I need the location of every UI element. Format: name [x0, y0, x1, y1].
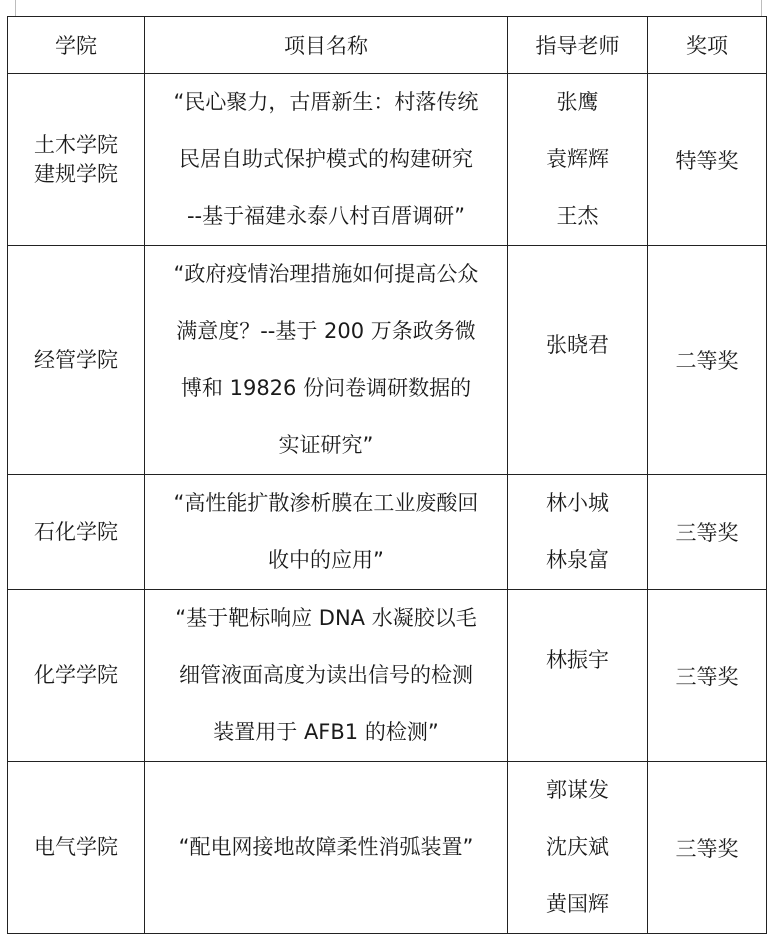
- table-row: [8, 590, 767, 762]
- award-cell: 三等奖: [648, 762, 767, 934]
- margin-tick-right: [761, 0, 762, 16]
- project-line: 装置用于 AFB1 的检测”: [213, 720, 439, 744]
- award-cell: 三等奖: [648, 475, 767, 590]
- teacher-name: 林振宇: [546, 648, 609, 672]
- project-line: 实证研究”: [278, 433, 374, 457]
- school-name: 土木学院: [34, 132, 118, 157]
- header-award: 奖项: [648, 17, 767, 74]
- award-cell: 特等奖: [648, 74, 767, 246]
- project-line: 博和 19826 份问卷调研数据的: [180, 376, 472, 400]
- table-header-row: [8, 17, 767, 74]
- table-row: [8, 246, 767, 475]
- school-cell: [8, 74, 145, 246]
- project-cell: [145, 590, 508, 762]
- project-line: “民心聚力，古厝新生：村落传统: [173, 90, 479, 114]
- school-cell: [8, 246, 145, 475]
- project-line: “高性能扩散渗析膜在工业废酸回: [173, 491, 479, 515]
- project-line: 民居自助式保护模式的构建研究: [179, 147, 473, 171]
- school-cell: [8, 475, 145, 590]
- header-school: 学院: [8, 17, 145, 74]
- header-teacher: 指导老师: [508, 17, 648, 74]
- teacher-cell: [508, 590, 648, 762]
- teacher-cell: [508, 74, 648, 246]
- project-line: 收中的应用”: [268, 548, 384, 572]
- project-line: “政府疫情治理措施如何提高公众: [173, 262, 479, 286]
- teacher-cell: [508, 246, 648, 475]
- school-name: 电气学院: [34, 835, 118, 859]
- project-line: “配电网接地故障柔性消弧装置”: [178, 835, 474, 859]
- page-margin-marks: [0, 0, 772, 16]
- teacher-name: 林泉富: [546, 548, 609, 572]
- teacher-cell: [508, 762, 648, 934]
- school-name: 建规学院: [34, 161, 118, 186]
- teacher-name: 林小城: [546, 491, 609, 515]
- margin-tick-left: [15, 0, 16, 16]
- awards-table: [7, 16, 767, 934]
- table-row: [8, 762, 767, 934]
- school-cell: [8, 590, 145, 762]
- school-name: 化学学院: [34, 663, 118, 687]
- project-line: 满意度？--基于 200 万条政务微: [176, 319, 476, 343]
- teacher-name: 郭谋发: [546, 778, 609, 802]
- school-name: 石化学院: [34, 519, 118, 544]
- teacher-name: 黄国辉: [546, 892, 609, 916]
- award-cell: 三等奖: [648, 590, 767, 762]
- project-cell: [145, 762, 508, 934]
- teacher-name: 张晓君: [546, 332, 609, 357]
- table-row: [8, 74, 767, 246]
- teacher-name: 张鹰: [556, 90, 599, 114]
- table-row: [8, 475, 767, 590]
- teacher-name: 沈庆斌: [546, 835, 609, 859]
- teacher-name: 王杰: [556, 204, 599, 228]
- project-cell: [145, 246, 508, 475]
- award-cell: 二等奖: [648, 246, 767, 475]
- project-cell: [145, 74, 508, 246]
- teacher-name: 袁辉辉: [546, 147, 609, 171]
- project-line: --基于福建永泰八村百厝调研”: [186, 204, 466, 228]
- header-project: 项目名称: [145, 17, 508, 74]
- project-cell: [145, 475, 508, 590]
- project-line: “基于靶标响应 DNA 水凝胶以毛: [175, 606, 477, 630]
- project-line: 细管液面高度为读出信号的检测: [179, 663, 473, 687]
- school-name: 经管学院: [34, 347, 118, 372]
- school-cell: [8, 762, 145, 934]
- teacher-cell: [508, 475, 648, 590]
